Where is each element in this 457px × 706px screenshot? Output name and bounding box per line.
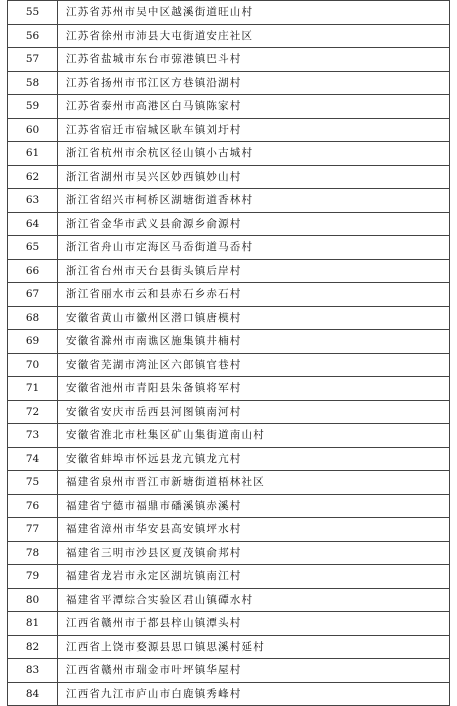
village-name: 江苏省宿迁市宿城区耿车镇刘圩村 bbox=[58, 118, 450, 142]
village-name: 浙江省杭州市余杭区径山镇小古城村 bbox=[58, 142, 450, 166]
table-row bbox=[8, 236, 450, 260]
row-number: 64 bbox=[8, 212, 58, 236]
table-row bbox=[8, 377, 450, 401]
village-name: 江西省赣州市于都县梓山镇潭头村 bbox=[58, 612, 450, 636]
row-number: 68 bbox=[8, 306, 58, 330]
row-number: 66 bbox=[8, 259, 58, 283]
row-number: 58 bbox=[8, 71, 58, 95]
table-row bbox=[8, 565, 450, 589]
table-row bbox=[8, 682, 450, 706]
village-name: 江苏省徐州市沛县大屯街道安庄社区 bbox=[58, 24, 450, 48]
table-row bbox=[8, 118, 450, 142]
village-name: 江西省赣州市瑞金市叶坪镇华屋村 bbox=[58, 659, 450, 683]
table-row bbox=[8, 165, 450, 189]
row-number: 74 bbox=[8, 447, 58, 471]
row-number: 83 bbox=[8, 659, 58, 683]
row-number: 79 bbox=[8, 565, 58, 589]
row-number: 67 bbox=[8, 283, 58, 307]
table-row bbox=[8, 212, 450, 236]
table-row bbox=[8, 518, 450, 542]
village-name: 安徽省黄山市徽州区潜口镇唐模村 bbox=[58, 306, 450, 330]
village-name: 浙江省绍兴市柯桥区湖塘街道香林村 bbox=[58, 189, 450, 213]
table-row bbox=[8, 142, 450, 166]
table-row bbox=[8, 306, 450, 330]
table-row bbox=[8, 588, 450, 612]
table-row bbox=[8, 95, 450, 119]
table-body bbox=[8, 1, 450, 706]
row-number: 70 bbox=[8, 353, 58, 377]
table-row bbox=[8, 283, 450, 307]
village-name: 浙江省舟山市定海区马岙街道马岙村 bbox=[58, 236, 450, 260]
village-name: 江苏省盐城市东台市弶港镇巴斗村 bbox=[58, 48, 450, 72]
table-row bbox=[8, 447, 450, 471]
table-row bbox=[8, 71, 450, 95]
table-row bbox=[8, 24, 450, 48]
row-number: 57 bbox=[8, 48, 58, 72]
row-number: 62 bbox=[8, 165, 58, 189]
row-number: 65 bbox=[8, 236, 58, 260]
row-number: 81 bbox=[8, 612, 58, 636]
row-number: 55 bbox=[8, 1, 58, 25]
row-number: 82 bbox=[8, 635, 58, 659]
row-number: 60 bbox=[8, 118, 58, 142]
village-name: 江西省九江市庐山市白鹿镇秀峰村 bbox=[58, 682, 450, 706]
village-name: 浙江省丽水市云和县赤石乡赤石村 bbox=[58, 283, 450, 307]
row-number: 72 bbox=[8, 400, 58, 424]
row-number: 80 bbox=[8, 588, 58, 612]
row-number: 77 bbox=[8, 518, 58, 542]
village-name: 安徽省池州市青阳县朱备镇将军村 bbox=[58, 377, 450, 401]
village-name: 安徽省蚌埠市怀远县龙亢镇龙亢村 bbox=[58, 447, 450, 471]
row-number: 78 bbox=[8, 541, 58, 565]
table-row bbox=[8, 400, 450, 424]
table-row bbox=[8, 48, 450, 72]
village-name: 福建省宁德市福鼎市磻溪镇赤溪村 bbox=[58, 494, 450, 518]
village-name: 福建省漳州市华安县高安镇坪水村 bbox=[58, 518, 450, 542]
table-row bbox=[8, 541, 450, 565]
table-row bbox=[8, 635, 450, 659]
table-row bbox=[8, 494, 450, 518]
village-name: 江苏省泰州市高港区白马镇陈家村 bbox=[58, 95, 450, 119]
village-name: 江苏省苏州市吴中区越溪街道旺山村 bbox=[58, 1, 450, 25]
row-number: 56 bbox=[8, 24, 58, 48]
village-name: 福建省龙岩市永定区湖坑镇南江村 bbox=[58, 565, 450, 589]
row-number: 76 bbox=[8, 494, 58, 518]
table-row bbox=[8, 330, 450, 354]
row-number: 75 bbox=[8, 471, 58, 495]
village-name: 浙江省湖州市吴兴区妙西镇妙山村 bbox=[58, 165, 450, 189]
row-number: 63 bbox=[8, 189, 58, 213]
table-row bbox=[8, 659, 450, 683]
row-number: 59 bbox=[8, 95, 58, 119]
village-name: 福建省泉州市晋江市新塘街道梧林社区 bbox=[58, 471, 450, 495]
village-name: 浙江省金华市武义县俞源乡俞源村 bbox=[58, 212, 450, 236]
village-name: 安徽省安庆市岳西县河图镇南河村 bbox=[58, 400, 450, 424]
row-number: 84 bbox=[8, 682, 58, 706]
row-number: 61 bbox=[8, 142, 58, 166]
row-number: 69 bbox=[8, 330, 58, 354]
village-name: 江西省上饶市婺源县思口镇思溪村延村 bbox=[58, 635, 450, 659]
row-number: 73 bbox=[8, 424, 58, 448]
village-name: 安徽省芜湖市湾沚区六郎镇官巷村 bbox=[58, 353, 450, 377]
table-row bbox=[8, 1, 450, 25]
village-name: 浙江省台州市天台县街头镇后岸村 bbox=[58, 259, 450, 283]
table-row bbox=[8, 612, 450, 636]
village-name: 江苏省扬州市邗江区方巷镇沿湖村 bbox=[58, 71, 450, 95]
table-row bbox=[8, 259, 450, 283]
village-name: 福建省平潭综合实验区君山镇磹水村 bbox=[58, 588, 450, 612]
village-name: 安徽省滁州市南谯区施集镇井楠村 bbox=[58, 330, 450, 354]
row-number: 71 bbox=[8, 377, 58, 401]
table-row bbox=[8, 424, 450, 448]
village-name: 福建省三明市沙县区夏茂镇俞邦村 bbox=[58, 541, 450, 565]
village-list-table bbox=[7, 0, 450, 706]
table-row bbox=[8, 471, 450, 495]
table-row bbox=[8, 353, 450, 377]
table-row bbox=[8, 189, 450, 213]
village-name: 安徽省淮北市杜集区矿山集街道南山村 bbox=[58, 424, 450, 448]
